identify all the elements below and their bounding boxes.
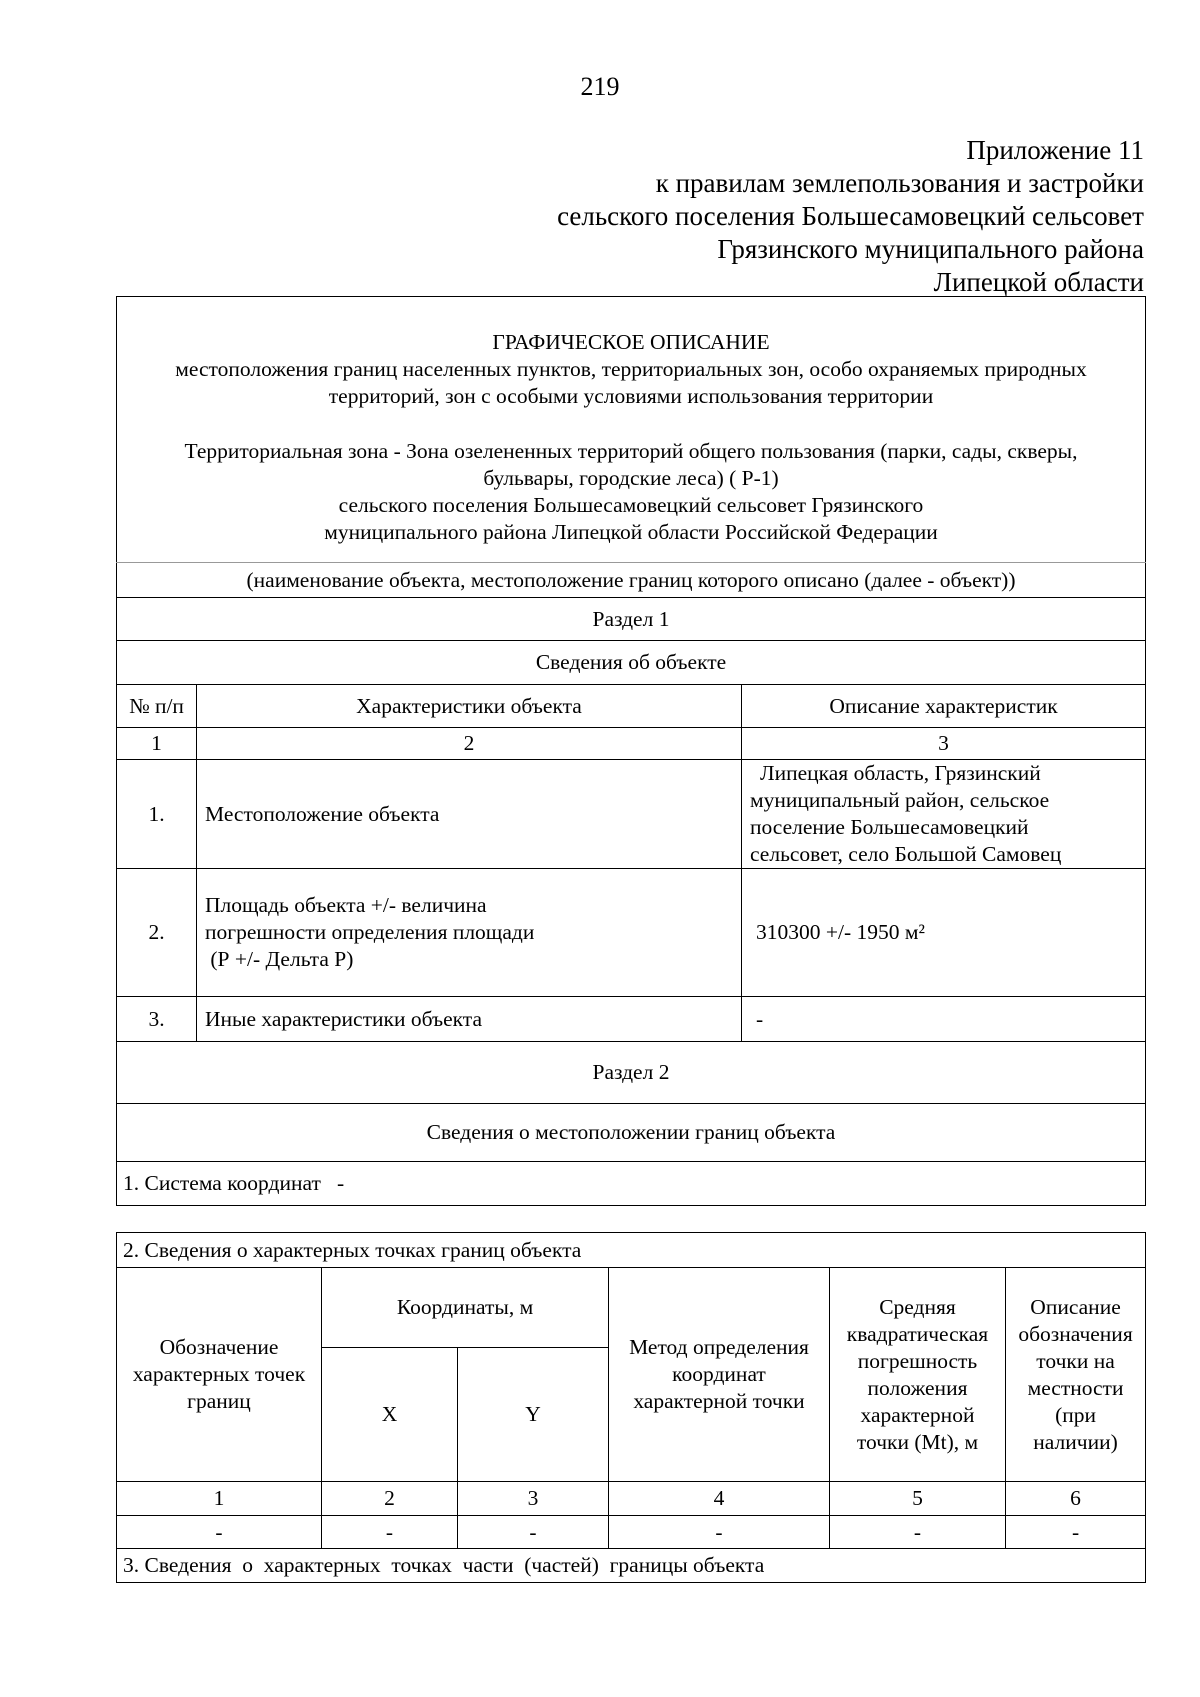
value-line: Липецкая область, Грязинский xyxy=(760,761,1041,785)
header-line: координат xyxy=(672,1362,766,1386)
section1-title: Раздел 1 xyxy=(117,598,1146,641)
header-line: обозначения xyxy=(1018,1321,1133,1346)
characteristic-value xyxy=(742,760,1146,869)
table-cell: - xyxy=(1006,1516,1146,1549)
row-number: 2. xyxy=(117,869,197,997)
column-header-method xyxy=(609,1268,830,1482)
name-line: Площадь объекта +/- величина xyxy=(205,893,487,917)
column-number: 2 xyxy=(322,1482,458,1516)
header-line: наличии) xyxy=(1033,1429,1118,1454)
column-header-error xyxy=(830,1268,1006,1482)
characteristic-name: Иные характеристики объекта xyxy=(197,997,742,1042)
header-line: квадратическая xyxy=(846,1321,989,1346)
column-header-description xyxy=(1006,1268,1146,1482)
table-cell: - xyxy=(322,1516,458,1549)
section2-table xyxy=(116,1232,1146,1583)
header-line: (при xyxy=(1055,1402,1096,1427)
header-line: погрешность xyxy=(857,1348,978,1373)
column-number: 3 xyxy=(458,1482,609,1516)
appendix-line: сельского поселения Большесамовецкий сельсовет xyxy=(557,201,1144,231)
column-number: 4 xyxy=(609,1482,830,1516)
table-cell: - xyxy=(458,1516,609,1549)
parts-title: 3. Сведения о характерных точках части (частей) границы объекта xyxy=(117,1549,1146,1583)
header-line: точки на xyxy=(1036,1348,1115,1373)
header-line: характерной точки xyxy=(633,1389,805,1413)
points-title: 2. Сведения о характерных точках границ объекта xyxy=(117,1233,1146,1268)
header-line: точки (Mt), м xyxy=(856,1429,979,1454)
column-number: 6 xyxy=(1006,1482,1146,1516)
column-header: № п/п xyxy=(117,685,197,728)
table-row xyxy=(117,869,1146,997)
zone-name: муниципального района Липецкой области Российской Федерации xyxy=(324,520,938,544)
table-cell: - xyxy=(117,1516,322,1549)
header-line: положения xyxy=(867,1375,968,1400)
characteristic-value: - xyxy=(742,997,1146,1042)
document-title: ГРАФИЧЕСКОЕ ОПИСАНИЕ xyxy=(492,330,770,354)
value-line: сельсовет, село Большой Самовец xyxy=(750,842,1062,866)
column-number: 3 xyxy=(742,728,1146,760)
document-header xyxy=(117,297,1146,563)
document-subtitle: территорий, зон с особыми условиями использования территории xyxy=(328,384,934,408)
name-line: (Р +/- Дельта Р) xyxy=(205,947,354,971)
appendix-line: Липецкой области xyxy=(933,267,1144,297)
appendix-header xyxy=(557,134,1144,299)
row-number: 1. xyxy=(117,760,197,869)
section1-table xyxy=(116,296,1146,1206)
coordinate-system: 1. Система координат - xyxy=(117,1162,1146,1206)
header-line: Описание xyxy=(1030,1294,1121,1319)
column-number: 1 xyxy=(117,1482,322,1516)
header-line: Средняя xyxy=(879,1294,956,1319)
characteristic-value: 310300 +/- 1950 м² xyxy=(742,869,1146,997)
document-subtitle: местоположения границ населенных пунктов, территориальных зон, особо охраняемых природных xyxy=(175,357,1087,381)
header-line: Обозначение xyxy=(159,1335,279,1359)
column-header-designation xyxy=(117,1268,322,1482)
column-header: Характеристики объекта xyxy=(197,685,742,728)
value-line: муниципальный район, сельское xyxy=(750,788,1050,812)
table-row xyxy=(117,1516,1146,1549)
zone-name: сельского поселения Большесамовецкий сельсовет Грязинского xyxy=(338,493,924,517)
column-header-coordinates: Координаты, м xyxy=(322,1268,609,1348)
column-header-x: X xyxy=(322,1348,458,1482)
header-line: границ xyxy=(187,1389,251,1413)
appendix-line: к правилам землепользования и застройки xyxy=(655,168,1144,198)
table-cell: - xyxy=(830,1516,1006,1549)
zone-name: бульвары, городские леса) ( Р-1) xyxy=(483,466,779,490)
appendix-line: Грязинского муниципального района xyxy=(717,234,1144,264)
section2-title: Раздел 2 xyxy=(117,1042,1146,1104)
characteristic-name: Местоположение объекта xyxy=(197,760,742,869)
table-row xyxy=(117,760,1146,869)
table-row xyxy=(117,997,1146,1042)
page-number: 219 xyxy=(580,72,620,101)
column-number: 1 xyxy=(117,728,197,760)
object-caption: (наименование объекта, местоположение границ которого описано (далее - объект)) xyxy=(117,563,1146,598)
header-line: местности xyxy=(1027,1375,1124,1400)
column-number: 5 xyxy=(830,1482,1006,1516)
table-cell: - xyxy=(609,1516,830,1549)
row-number: 3. xyxy=(117,997,197,1042)
section1-subtitle: Сведения об объекте xyxy=(117,641,1146,685)
section2-subtitle: Сведения о местоположении границ объекта xyxy=(117,1104,1146,1162)
value-line: поселение Большесамовецкий xyxy=(750,815,1029,839)
appendix-line: Приложение 11 xyxy=(966,135,1144,165)
zone-name: Территориальная зона - Зона озелененных территорий общего пользования (парки, сады, скверы, xyxy=(184,439,1078,463)
column-header-y: Y xyxy=(458,1348,609,1482)
header-line: характерных точек xyxy=(132,1362,306,1386)
header-line: Метод определения xyxy=(629,1335,809,1359)
column-header: Описание характеристик xyxy=(742,685,1146,728)
header-line: характерной xyxy=(860,1402,975,1427)
column-number: 2 xyxy=(197,728,742,760)
name-line: погрешности определения площади xyxy=(205,920,535,944)
characteristic-name xyxy=(197,869,742,997)
